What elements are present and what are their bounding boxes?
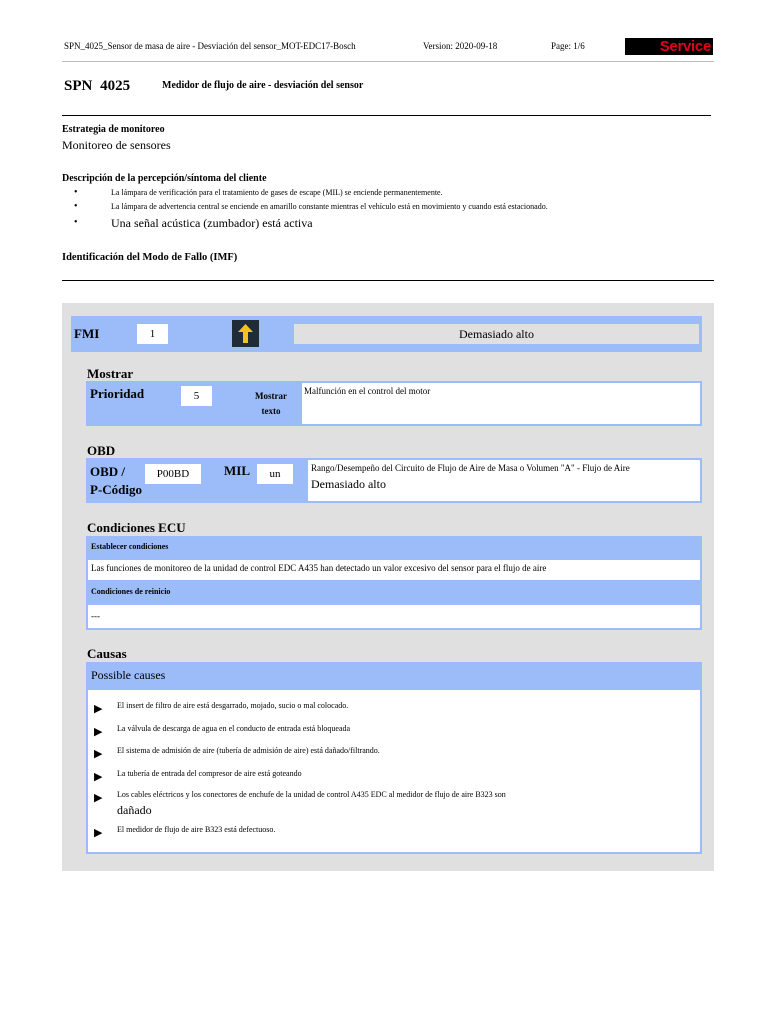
- arrow-up-icon: [232, 320, 259, 347]
- obd-code-label-line: OBD /: [90, 464, 126, 479]
- document-name: SPN_4025_Sensor de masa de aire - Desviación del sensor_MOT-EDC17-Bosch: [64, 41, 356, 51]
- service-logo: Service: [625, 38, 713, 55]
- fmi-value: 1: [137, 324, 168, 344]
- fmi-label: FMI: [74, 326, 100, 341]
- symptoms-heading: Descripción de la percepción/síntoma del cliente: [62, 173, 267, 184]
- priority-label: Prioridad: [90, 386, 145, 401]
- mil-label: MIL: [224, 463, 250, 478]
- page-number: Page: 1/6: [551, 41, 585, 51]
- ecu-title: Condiciones ECU: [87, 520, 186, 535]
- mostrar-title: Mostrar: [87, 366, 134, 381]
- show-text-label-line: texto: [261, 406, 281, 416]
- cause-text: El insert de filtro de aire está desgarrado, mojado, sucio o mal colocado.: [117, 701, 349, 710]
- cause-text: Los cables eléctricos y los conectores de enchufe de la unidad de control A435 EDC al medidor de flujo de aire B323 son: [117, 790, 506, 799]
- imf-heading: Identificación del Modo de Fallo (IMF): [62, 252, 238, 263]
- show-text-label-line: Mostrar: [255, 391, 287, 401]
- causes-title: Causas: [87, 646, 127, 661]
- document-version: Version: 2020-09-18: [423, 41, 498, 51]
- page-title: Medidor de flujo de aire - desviación del sensor: [162, 80, 364, 91]
- fmi-text: Demasiado alto: [294, 324, 699, 344]
- triangle-right-icon: ▶: [94, 792, 103, 804]
- mil-value: un: [257, 464, 293, 484]
- display-text: Malfunción en el control del motor: [302, 383, 700, 424]
- obd-description-line: Demasiado alto: [311, 477, 386, 491]
- monitoring-heading: Estrategia de monitoreo: [62, 124, 165, 135]
- header-divider: [62, 61, 714, 62]
- reset-conditions-label: Condiciones de reinicio: [91, 587, 171, 596]
- triangle-right-icon: ▶: [94, 726, 103, 738]
- symptom-item: • La lámpara de advertencia central se enciende en amarillo constante mientras el vehículo está en movimiento y cuando está estacionado.: [62, 200, 722, 214]
- symptom-item: • Una señal acústica (zumbador) está activa: [62, 214, 722, 232]
- symptom-item: • La lámpara de verificación para el tratamiento de gases de escape (MIL) se enciende permanentemente.: [62, 186, 722, 200]
- obd-code-label: [90, 463, 142, 499]
- symptoms-list: [62, 186, 722, 232]
- set-conditions-text: Las funciones de monitoreo de la unidad de control EDC A435 han detectado un valor excesivo del sensor para el flujo de aire: [88, 560, 700, 580]
- triangle-right-icon: ▶: [94, 771, 103, 783]
- obd-description-line: Rango/Desempeño del Circuito de Flujo de Aire de Masa o Volumen "A" - Flujo de Aire: [311, 463, 630, 473]
- obd-code-label-line: P-Código: [90, 482, 142, 497]
- cause-text: La tubería de entrada del compresor de aire está goteando: [117, 769, 302, 778]
- cause-text: La válvula de descarga de agua en el conducto de entrada está bloqueada: [117, 724, 351, 733]
- obd-title: OBD: [87, 443, 116, 458]
- title-divider: [62, 115, 711, 116]
- reset-conditions-text: ---: [88, 605, 700, 628]
- obd-code-value: P00BD: [145, 464, 201, 484]
- possible-causes-label: Possible causes: [91, 668, 166, 682]
- cause-text-continuation: dañado: [117, 803, 152, 817]
- obd-description: [308, 460, 700, 501]
- imf-divider: [62, 280, 714, 281]
- triangle-right-icon: ▶: [94, 703, 103, 715]
- show-text-label: [250, 389, 292, 419]
- cause-text: El medidor de flujo de aire B323 está defectuoso.: [117, 825, 276, 834]
- triangle-right-icon: ▶: [94, 827, 103, 839]
- triangle-right-icon: ▶: [94, 748, 103, 760]
- monitoring-value: Monitoreo de sensores: [62, 138, 171, 152]
- set-conditions-label: Establecer condiciones: [91, 542, 169, 551]
- priority-value: 5: [181, 386, 212, 406]
- cause-text: El sistema de admisión de aire (tubería de admisión de aire) está dañado/filtrando.: [117, 746, 380, 755]
- spn-code: SPN 4025: [64, 78, 131, 94]
